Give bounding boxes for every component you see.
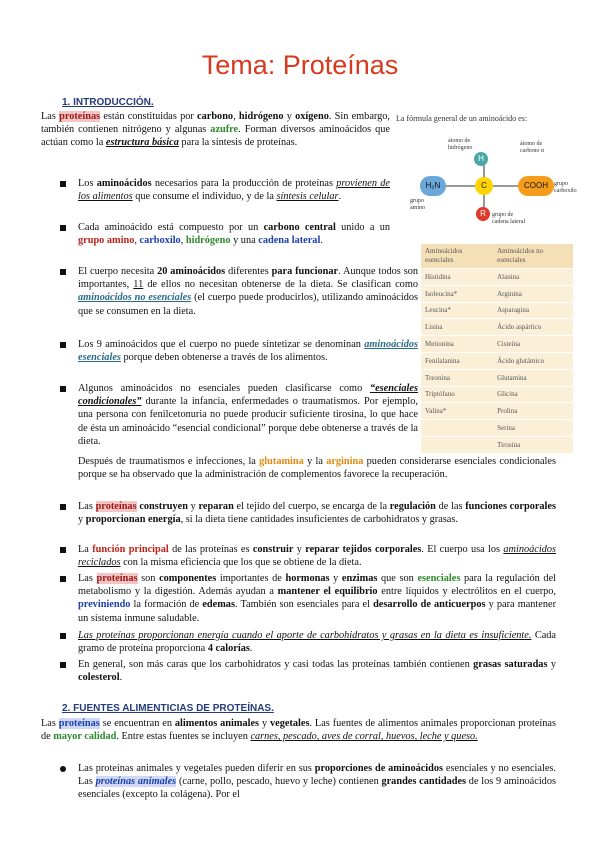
table-row bbox=[421, 319, 573, 336]
table-cell: Triptófano bbox=[421, 386, 493, 403]
bullet-20-aminoacidos: El cuerpo necesita 20 aminoácidos diferentes para funcionar. Aunque todos son importantes, 11 de ellos no necesitan obtenerse de la dieta. Se clasifican como aminoácidos no esenciales (el cuerpo puede producirlos), utilizando aminoácidos que se consumen en la dieta. bbox=[78, 265, 418, 318]
carboxyl-label: grupo carboxilo bbox=[554, 181, 577, 194]
table-cell: Arginina bbox=[493, 285, 573, 302]
table-cell: Isoleucina* bbox=[421, 285, 493, 302]
table-row bbox=[421, 420, 573, 437]
table-row bbox=[421, 386, 573, 403]
bullet-icon bbox=[60, 386, 66, 392]
table-cell: Serina bbox=[493, 420, 573, 437]
bullet-aminoacidos: Los aminoácidos necesarios para la producción de proteínas provienen de los alimentos que consume el individuo, y de la síntesis celular. bbox=[78, 177, 390, 203]
bullet-icon bbox=[60, 181, 66, 187]
bullet-icon bbox=[60, 766, 66, 772]
bullet-icon bbox=[60, 504, 66, 510]
table-row bbox=[421, 352, 573, 369]
table-cell: Ácido glutámico bbox=[493, 352, 573, 369]
bullet-icon bbox=[60, 547, 66, 553]
bullet-icon bbox=[60, 342, 66, 348]
central-carbon: C bbox=[475, 177, 493, 195]
fuentes-paragraph: Las proteínas se encuentran en alimentos animales y vegetales. Las fuentes de alimentos animales proporcionan proteínas de mayor calidad. Entre estas fuentes se incluyen carnes, pescado, aves de corral, huevos, leche y queso. bbox=[41, 718, 556, 743]
bullet-composicion: Cada aminoácido está compuesto por un carbono central unido a un grupo amino, carboxilo, hidrógeno y una cadena lateral. bbox=[78, 221, 390, 247]
bullet-esenciales: Los 9 aminoácidos que el cuerpo no puede sintetizar se denominan aminoácidos esenciales porque deben obtenerse a través de los alimentos. bbox=[78, 338, 418, 364]
amino-group: H₂N bbox=[420, 176, 446, 196]
bullet-construyen: Las proteínas construyen y reparan el tejido del cuerpo, se encarga de la regulación de las funciones corporales y proporcionan energía, si la dieta tiene cantidades insuficientes de carbohidratos y grasas. bbox=[78, 500, 556, 526]
bullet-icon bbox=[60, 662, 66, 668]
intro-paragraph: Las proteínas están constituidas por carbono, hidrógeno y oxígeno. Sin embargo, también contienen nitrógeno y algunas azufre. Forman diversos aminoácidos que actúan como la estructura básica para la síntesis de proteínas. bbox=[41, 111, 391, 149]
table-cell bbox=[421, 420, 493, 437]
table-cell: Tirosina bbox=[493, 436, 573, 452]
section-heading-fuentes: 2. FUENTES ALIMENTICIAS DE PROTEÍNAS. bbox=[62, 703, 274, 714]
table-cell: Fenilalanina bbox=[421, 352, 493, 369]
table-cell: Treonina bbox=[421, 369, 493, 386]
page-title: Tema: Proteínas bbox=[201, 50, 399, 80]
table-cell: Ácido aspártico bbox=[493, 319, 573, 336]
side-chain-label: grupo de cadena lateral bbox=[492, 212, 526, 225]
table-cell: Leucina* bbox=[421, 302, 493, 319]
fuentes-bullet: Las proteínas animales y vegetales pueden diferir en sus proporciones de aminoácidos esenciales y no esenciales. Las proteínas animales (carne, pollo, pescado, huevo y leche) contienen grandes cantidades de los 9 aminoácidos esenciales (excepto la colágena). Por el bbox=[78, 762, 556, 802]
table-row bbox=[421, 436, 573, 452]
table-header: Aminoácidos esenciales bbox=[421, 244, 493, 269]
hydrogen-label: átomo de hidrógeno bbox=[448, 138, 473, 151]
diagram-title: La fórmula general de un aminoácido es: bbox=[396, 114, 528, 123]
table-row bbox=[421, 285, 573, 302]
bullet-energia: Las proteínas proporcionan energía cuando el aporte de carbohidratos y grasas en la dieta es insuficiente. Cada gramo de proteína proporciona 4 calorías. bbox=[78, 629, 556, 655]
bullet-condicionales: Algunos aminoácidos no esenciales pueden clasificarse como “esenciales condicionales” durante la infancia, enfermedades o traumatismos. Por ejemplo, una persona con fenilcetonuria no puede producir suficiente tirosina, lo que hace de ésta un aminoácido “esencial condicional” porque debe obtenerse a través de la dieta. bbox=[78, 382, 418, 448]
bullet-icon bbox=[60, 269, 66, 275]
bullet-caras: En general, son más caras que los carbohidratos y casi todas las proteínas también contienen grasas saturadas y colesterol. bbox=[78, 658, 556, 684]
table-cell: Lisina bbox=[421, 319, 493, 336]
table-row bbox=[421, 369, 573, 386]
side-chain: R bbox=[476, 207, 490, 221]
bullet-icon bbox=[60, 225, 66, 231]
bullet-icon bbox=[60, 633, 66, 639]
table-header: Aminoácidos no esenciales bbox=[493, 244, 573, 269]
bullet-funcion-principal: La función principal de las proteínas es construir y reparar tejidos corporales. El cuerpo usa los aminoácidos reciclados con la misma eficiencia que los que se obtiene de la dieta. bbox=[78, 543, 556, 569]
section-heading-introduccion: 1. INTRODUCCIÓN. bbox=[62, 97, 154, 108]
hydrogen-atom: H bbox=[474, 152, 488, 166]
table-header-row bbox=[421, 244, 573, 269]
table-row bbox=[421, 336, 573, 353]
table-row bbox=[421, 403, 573, 420]
carboxyl-group: COOH bbox=[518, 176, 554, 196]
table-cell: Histidina bbox=[421, 269, 493, 286]
paragraph-glutamina: Después de traumatismos e infecciones, la glutamina y la arginina pueden considerarse esenciales condicionales porque se ha observado que la administración de complementos favorece la recuperación. bbox=[78, 456, 556, 481]
carbon-label: átomo de carbono α bbox=[520, 141, 544, 154]
table-cell: Cisteína bbox=[493, 336, 573, 353]
table-cell: Glicina bbox=[493, 386, 573, 403]
bullet-icon bbox=[60, 576, 66, 582]
table-cell: Alanina bbox=[493, 269, 573, 286]
bullet-componentes: Las proteínas son componentes importantes de hormonas y enzimas que son esenciales para la regulación del metabolismo y la digestión. Además ayudan a mantener el equilibrio entre líquidos y electrólitos en el cuerpo, previniendo la formación de edemas. También son esenciales para el desarrollo de anticuerpos y para mantener un sistema inmune saludable. bbox=[78, 572, 556, 625]
table-cell: Asparagina bbox=[493, 302, 573, 319]
amino-label: grupo amino bbox=[410, 198, 425, 211]
table-cell: Valina* bbox=[421, 403, 493, 420]
table-row bbox=[421, 302, 573, 319]
table-row bbox=[421, 269, 573, 286]
amino-acid-diagram bbox=[396, 114, 577, 242]
table-cell: Prolina bbox=[493, 403, 573, 420]
table-cell: Metionina bbox=[421, 336, 493, 353]
table-cell bbox=[421, 436, 493, 452]
table-cell: Glutamina bbox=[493, 369, 573, 386]
amino-acid-table bbox=[421, 244, 573, 453]
